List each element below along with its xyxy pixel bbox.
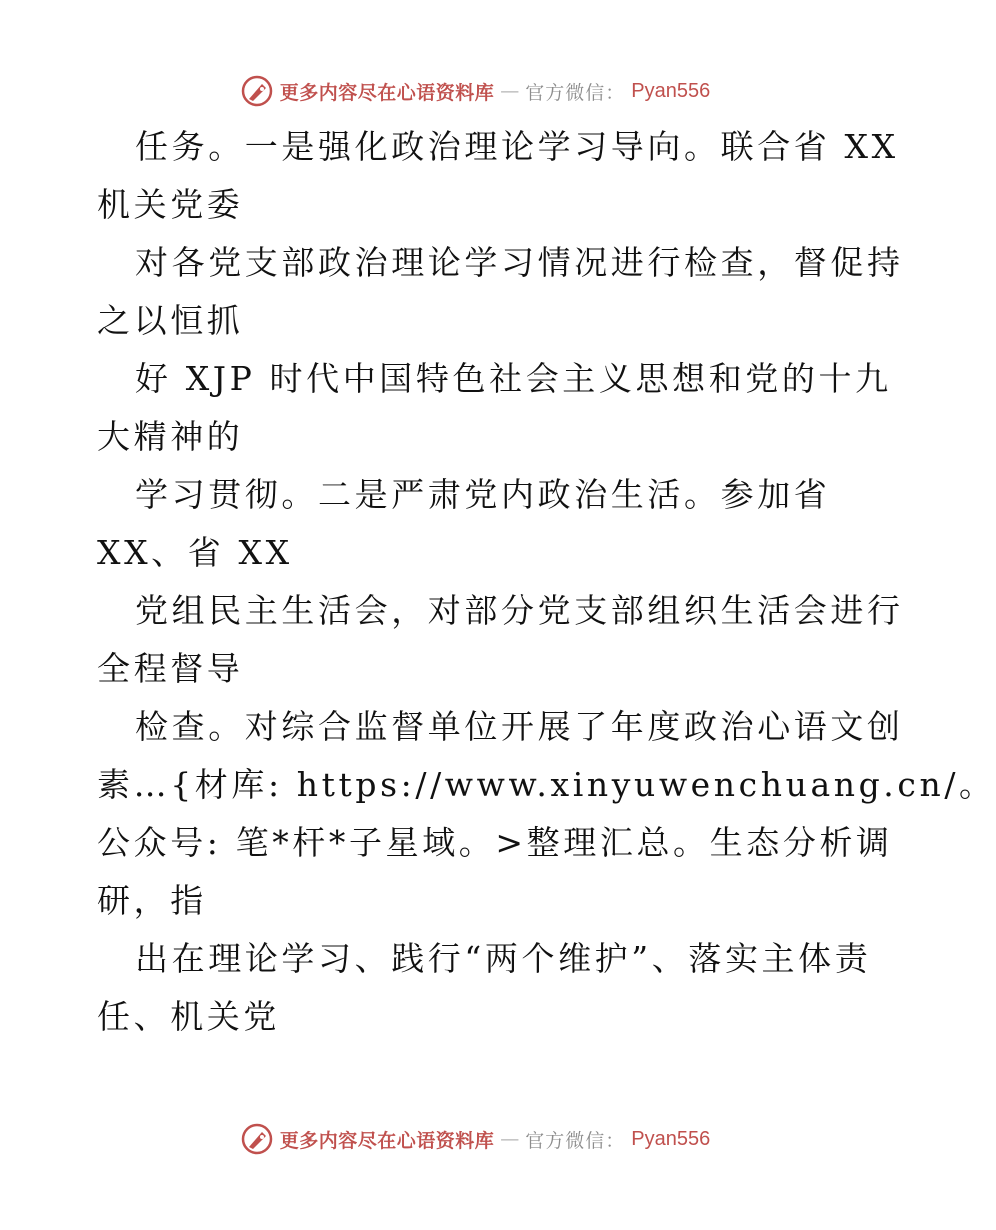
text-line: XX、省 XX bbox=[97, 533, 293, 572]
banner-dash: — bbox=[500, 1128, 520, 1150]
banner-prefix-text: 更多内容尽在心语资料库 bbox=[279, 81, 495, 104]
pen-nib-logo-icon bbox=[240, 1122, 274, 1156]
text-line: 检查。对综合监督单位开展了年度政治心语文创 bbox=[135, 707, 904, 746]
text-line: 素…{材库: https://www.xinyuwenchuang.cn/。 bbox=[97, 765, 996, 804]
text-line: 公众号: 笔*杆*子星域。>整理汇总。生态分析调 bbox=[97, 823, 893, 862]
text-line: 对各党支部政治理论学习情况进行检查，督促持 bbox=[135, 243, 904, 282]
header-watermark-banner bbox=[0, 71, 950, 111]
text-line: 大精神的 bbox=[97, 417, 244, 456]
text-line: 机关党委 bbox=[97, 185, 244, 224]
banner-wechat-id: Pyan556 bbox=[631, 79, 711, 102]
text-line: 全程督导 bbox=[97, 649, 244, 688]
footer-watermark-banner bbox=[0, 1119, 950, 1159]
text-line: 好 XJP 时代中国特色社会主义思想和党的十九 bbox=[135, 359, 892, 398]
document-body bbox=[97, 118, 996, 1046]
banner-wechat-id: Pyan556 bbox=[631, 1127, 711, 1150]
text-line: 学习贯彻。二是严肃党内政治生活。参加省 bbox=[135, 475, 831, 514]
text-line: 任、机关党 bbox=[97, 997, 280, 1036]
banner-wechat-label: 官方微信： bbox=[525, 1129, 626, 1152]
banner-dash: — bbox=[500, 80, 520, 102]
pen-nib-logo-icon bbox=[240, 74, 274, 108]
text-line: 出在理论学习、践行“两个维护”、落实主体责 bbox=[135, 939, 872, 978]
text-line: 党组民主生活会，对部分党支部组织生活会进行 bbox=[135, 591, 904, 630]
text-line: 研，指 bbox=[97, 881, 207, 920]
text-line: 之以恒抓 bbox=[97, 301, 244, 340]
banner-prefix-text: 更多内容尽在心语资料库 bbox=[279, 1129, 495, 1152]
banner-wechat-label: 官方微信： bbox=[525, 81, 626, 104]
text-line: 任务。一是强化政治理论学习导向。联合省 XX bbox=[135, 127, 899, 166]
